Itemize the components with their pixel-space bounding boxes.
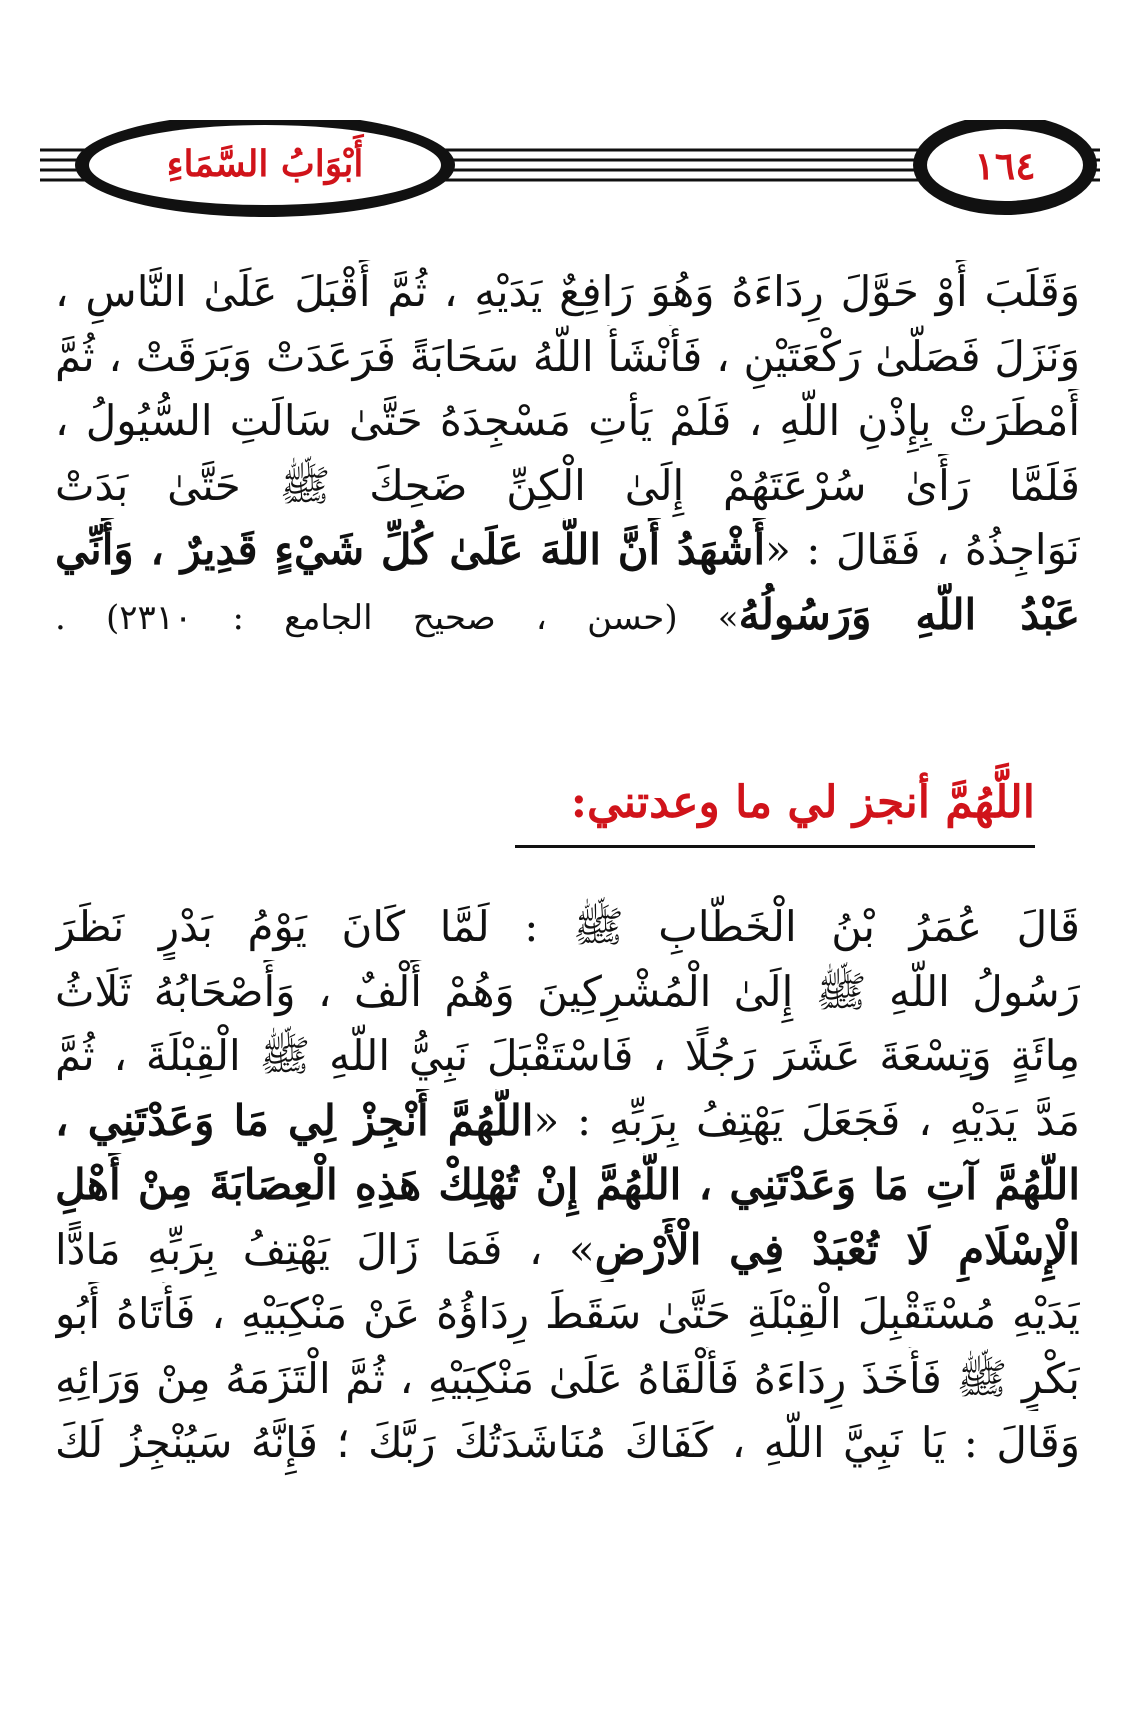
- text-line: بَكْرٍ ﷺ فَأَخَذَ رِدَاءَهُ فَأَلْقَاهُ عَلَىٰ مَنْكِبَيْهِ ، ثُمَّ الْتَزَمَهُ مِنْ وَرَائِهِ: [55, 1353, 1080, 1403]
- supplication-bold: اللَّهُمَّ آتِ مَا وَعَدْتَنِي ، اللَّهُمَّ إِنْ تُهْلِكْ هَذِهِ الْعِصَابَةَ مِنْ أَهْلِ: [55, 1160, 1080, 1209]
- text-run: مَدَّ يَدَيْهِ ، فَجَعَلَ يَهْتِفُ بِرَبِّهِ : «: [533, 1095, 1080, 1145]
- book-title: أَبْوَابُ السَّمَاءِ: [166, 143, 364, 185]
- text-line: [55, 518, 1080, 583]
- supplication-bold: الْإِسْلَامِ لَا تُعْبَدْ فِي الْأَرْضِ: [594, 1224, 1080, 1274]
- text-line: [55, 1218, 1080, 1283]
- text-run: نَوَاجِذُهُ ، فَقَالَ : «: [765, 525, 1080, 574]
- text-line: يَدَيْهِ مُسْتَقْبِلَ الْقِبْلَةِ حَتَّىٰ سَقَطَ رِدَاؤُهُ عَنْ مَنْكِبَيْهِ ، فَأَتَاهُ أَبُو: [55, 1289, 1080, 1338]
- text-line: [55, 583, 1080, 648]
- supplication-bold: أَشْهَدُ أَنَّ اللَّهَ عَلَىٰ كُلِّ شَيْءٍ قَدِيرٌ ، وَأَنِّي: [55, 525, 766, 574]
- text-line: وَقَلَبَ أَوْ حَوَّلَ رِدَاءَهُ وَهُوَ رَافِعٌ يَدَيْهِ ، ثُمَّ أَقْبَلَ عَلَىٰ النَّاسِ ،: [55, 267, 1080, 316]
- hadith-paragraph-1: [55, 260, 1080, 647]
- hadith-reference: » (حسن ، صحيح الجامع : ٢٣١٠) .: [55, 597, 739, 638]
- text-line: فَلَمَّا رَأَىٰ سُرْعَتَهُمْ إِلَىٰ الْكِنِّ ضَحِكَ ﷺ حَتَّىٰ بَدَتْ: [55, 460, 1080, 510]
- page-header: [40, 120, 1100, 230]
- section-heading: اللَّهُمَّ أنجز لي ما وعدتني:: [570, 777, 1035, 828]
- text-line: وَقَالَ : يَا نَبِيَّ اللَّهِ ، كَفَاكَ مُنَاشَدَتُكَ رَبَّكَ ؛ فَإِنَّهُ سَيُنْجِزُ لَكَ: [55, 1418, 1080, 1467]
- page-number: ١٦٤: [974, 143, 1036, 188]
- text-line: مِائَةٍ وَتِسْعَةَ عَشَرَ رَجُلًا ، فَاسْتَقْبَلَ نَبِيُّ اللَّهِ ﷺ الْقِبْلَةَ ، ثُمَّ: [55, 1031, 1080, 1080]
- text-run: » ، فَمَا زَالَ يَهْتِفُ بِرَبِّهِ مَادًّا: [55, 1224, 595, 1274]
- hadith-paragraph-2: [55, 895, 1080, 1476]
- supplication-bold: عَبْدُ اللَّهِ وَرَسُولُهُ: [738, 589, 1080, 639]
- text-line: وَنَزَلَ فَصَلَّىٰ رَكْعَتَيْنِ ، فَأَنْشَأَ اللَّهُ سَحَابَةً فَرَعَدَتْ وَبَرَقَتْ ، ثُمَّ: [55, 331, 1080, 381]
- supplication-bold: اللَّهُمَّ أَنْجِزْ لِي مَا وَعَدْتَنِي ،: [55, 1095, 534, 1145]
- text-line: رَسُولُ اللَّهِ ﷺ إِلَىٰ الْمُشْرِكِينَ وَهُمْ أَلْفٌ ، وَأَصْحَابُهُ ثَلَاثُ: [55, 966, 1080, 1016]
- text-line: [55, 1089, 1080, 1154]
- heading-underline: [515, 845, 1035, 848]
- text-line: قَالَ عُمَرُ بْنُ الْخَطَّابِ ﷺ : لَمَّا كَانَ يَوْمُ بَدْرٍ نَظَرَ: [55, 902, 1080, 951]
- text-line: أَمْطَرَتْ بِإِذْنِ اللَّهِ ، فَلَمْ يَأْتِ مَسْجِدَهُ حَتَّىٰ سَالَتِ السُّيُولُ ،: [55, 396, 1080, 445]
